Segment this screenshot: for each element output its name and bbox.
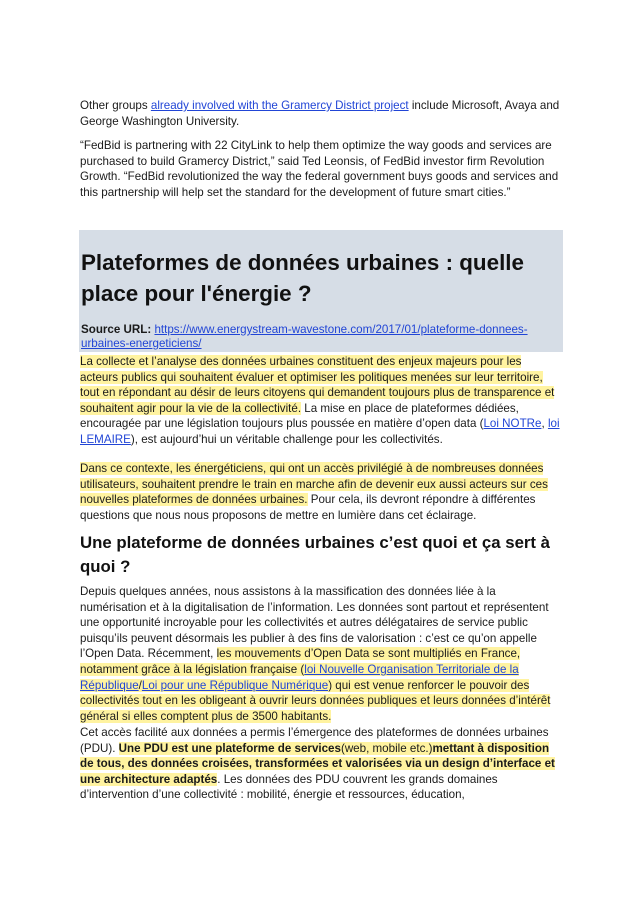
text-pdu-1: Cet accès facilité aux données a permis l’émergence des plateformes de données urbaines (PDU). <box>80 726 549 755</box>
loi-notre-link[interactable]: Loi NOTRe <box>483 417 542 431</box>
source-line <box>81 323 561 351</box>
intro-text-before: Other groups <box>80 99 151 112</box>
bold-pdu-features: mettant à disposition de tous, des données croisées, transformées et valorisées via un design d’interface et une architecture adaptés <box>80 741 555 786</box>
text-collecte-2: , <box>541 417 548 431</box>
section-heading: Une plateforme de données urbaines c’est quoi et ça sert à quoi ? <box>80 533 551 576</box>
paragraph-pdu <box>80 725 562 803</box>
text-contexte: Pour cela, ils devront répondre à différentes questions que nous nous proposons de mettre en lumière dans cet éclairage. <box>80 493 536 522</box>
article-title: Plateformes de données urbaines : quelle place pour l'énergie ? <box>81 250 524 306</box>
highlight-collecte: La collecte et l’analyse des données urbaines constituent des enjeux majeurs pour les acteurs publics qui souhaitent évaluer et optimiser les politiques menées sur leur territoire, tout en répondant au désir de leurs citoyens qui demandent toujours plus de transparence et souhaitent agir pour la vie de la collectivité. <box>80 355 555 415</box>
highlight-opendata-2: ) qui est venue renforcer le pouvoir des collectivités tout en les obligeant à ouvrir leurs données publiques et leurs données d’intérêt général si elles comptent plus de 3500 habitants. <box>80 678 551 723</box>
loi-notre-full-link[interactable]: loi Nouvelle Organisation Territoriale de la République <box>80 662 519 692</box>
text-pdu-2: . Les données des PDU couvrent les grands domaines d’intervention d’une collectivité : mobilité, énergie et ressources, éducation, <box>80 772 498 802</box>
intro-paragraph <box>80 98 562 129</box>
highlight-contexte: Dans ce contexte, les énergéticiens, qui ont un accès privilégié à de nombreuses données utilisateurs, souhaitent prendre le train en marche afin de devenir eux aussi acteurs sur ces nouvelles plateformes de données urbaines. <box>80 462 548 507</box>
gramercy-project-link[interactable]: already involved with the Gramercy District project <box>150 99 409 112</box>
bold-pdu-definition: Une PDU est une plateforme de services <box>118 741 341 755</box>
text-opendata-1: Depuis quelques années, nous assistons à la massification des données liée à la numérisation et à la digitalisation de l’information. Les données sont partout et représentent une opportunité incroyable pour les collectivités et autres délégataires de service public puisqu’ils peuvent désormais les publier à des fins de valorisation : c’est ce qu’on appelle l’Open Data. Récemment, <box>80 585 549 661</box>
text-collecte-1: La mise en place de plateformes dédiées, encouragée par une législation toujours plus poussée en matière d’open data ( <box>80 401 519 431</box>
highlight-opendata-1: les mouvements d’Open Data se sont multipliés en France, notamment grâce à la législation française ( <box>80 647 521 676</box>
paragraph-collecte <box>80 354 562 448</box>
highlight-pdu-devices: (web, mobile etc.) <box>340 741 433 755</box>
paragraph-contexte <box>80 461 562 523</box>
loi-lemaire-link[interactable]: loi LEMAIRE <box>80 417 560 446</box>
paragraph-opendata <box>80 584 562 724</box>
quote-paragraph: “FedBid is partnering with 22 CityLink to help them optimize the way goods and services are purchased to build Gramercy District,” said Ted Leonsis, of FedBid investor firm Revolution Growth. “FedBid revolutionized the way the federal government buys goods and services and this partnership will help set the standard for the development of future smart cities.” <box>80 139 559 199</box>
link-separator: / <box>138 678 142 692</box>
intro-text-after: include Microsoft, Avaya and George Washington University. <box>80 99 560 128</box>
loi-republique-numerique-link[interactable]: Loi pour une République Numérique <box>141 678 329 692</box>
article-banner <box>79 230 563 352</box>
source-url-link[interactable]: https://www.energystream-wavestone.com/2017/01/plateforme-donnees-urbaines-energeticiens/ <box>81 323 528 350</box>
text-collecte-3: ), est aujourd’hui un véritable challenge pour les collectivités. <box>130 432 443 446</box>
source-label: Source URL: <box>81 323 152 336</box>
